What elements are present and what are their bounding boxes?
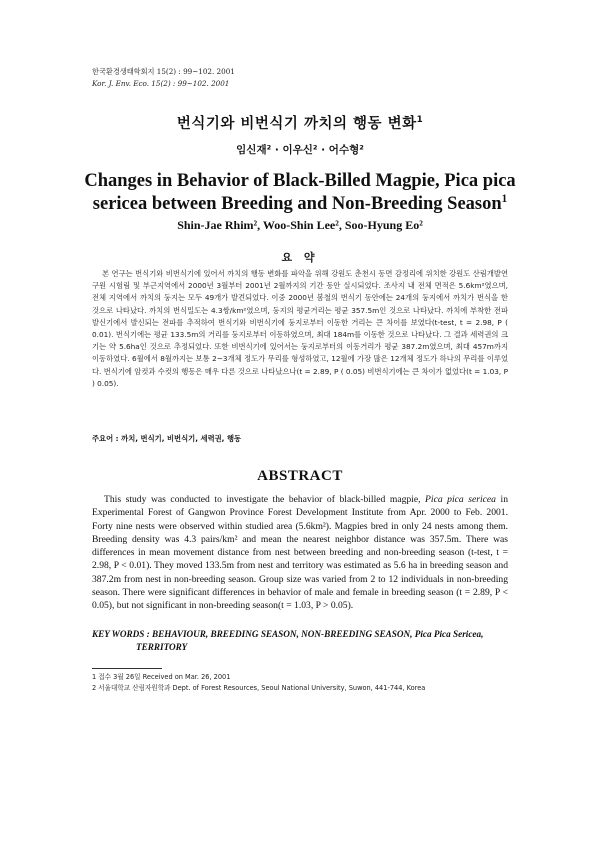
abstract-heading: ABSTRACT [257, 468, 343, 484]
footnote-2: 2 서울대학교 산림자원학과 Dept. of Forest Resources, Seoul National University, Suwon, 441-744, Korea [92, 684, 426, 692]
keywords-english: KEY WORDS : BEHAVIOUR, BREEDING SEASON, NON-BREEDING SEASON, Pica Pica Sericea, TERRITORY [92, 629, 484, 652]
keywords-korean: 주요어 : 까치, 번식기, 비번식기, 세력권, 행동 [92, 434, 242, 443]
authors-korean: 임신재² · 이우신² · 어수형² [236, 144, 364, 156]
summary-heading-korean: 요 약 [281, 251, 319, 264]
abstract-part-1: This study was conducted to investigate the behavior of black-billed magpie, [104, 494, 426, 505]
title-english-line-1: Changes in Behavior of Black-Billed Magpie, Pica pica [84, 171, 516, 191]
title-korean-text: 번식기와 비번식기 까치의 행동 변화 [176, 116, 417, 132]
abstract-english [92, 493, 508, 613]
authors-english: Shin-Jae Rhim², Woo-Shin Lee², Soo-Hyung Eo² [177, 218, 423, 232]
title-english [0, 170, 600, 216]
footnotes [92, 672, 508, 694]
footnote-divider [92, 668, 162, 669]
running-head-en: Kor. J. Env. Eco. 15(2) : 99~102. 2001 [92, 79, 230, 88]
summary-korean: 본 연구는 번식기와 비번식기에 있어서 까치의 행동 변화를 파악을 위해 강원도 춘천시 동면 감정리에 위치한 강원도 산림개발연구원 시험림 및 부근지역에서 2000년 3월부터 2001년 2월까지의 기간 동안 실시되었다. 조사지 내 전체 면적은 5.6km²였으며, 전체 지역에서 까치의 둥지는 모두 49개가 발견되었다. 이중 2000년 봄철의 번식기 동안에는 24개의 둥지에서 까치가 번식을 한 것으로 나타났다. 까치의 번식밀도는 4.3쌍/km²였으며, 둥지의 평균거리는 평균 357.5m인 것으로 나타났다. 까치에 부착한 전파발신기에서 발신되는 전파를 추적하여 번식기와 비번식기에 둥지로부터 이동한 거리는 큰 차이를 보였다(t-test, t = 2.98, P ( 0.01). 번식기에는 평균 133.5m의 거리를 둥지로부터 이동하였으며, 최대 184m를 이동한 것으로 나타났다. 그 결과 세력권의 크기는 약 5.6ha인 것으로 추정되었다. 또한 비번식기에 있어서는 둥지로부터의 이동거리가 평균 387.2m였으며, 최대 457m까지 이동하였다. 6월에서 8월까지는 보통 2~3개체 정도가 무리를 형성하였고, 12월에 가장 많은 12개체 정도가 하나의 무리를 이루었다. 번식기에 암컷과 수컷의 행동은 매우 다른 것으로 나타났으나(t = 2.89, P ( 0.05) 비번식기에는 큰 차이가 없었다(t = 1.03, P ) 0.05). [92, 269, 508, 388]
abstract-species-name: Pica pica sericea [425, 494, 496, 505]
title-english-footnote-mark: 1 [501, 192, 508, 205]
running-head [92, 66, 235, 90]
abstract-part-2: in Experimental Forest of Gangwon Province Forest Development Institute from Apr. 2000 to Feb. 2001. Forty nine nests were observed within studied area (5.6km²). Magpies bred in only 24 nests among them. Breeding density was 4.3 pairs/km² and mean the nearest neighbor distance was 357.5m. There was differences in mean movement distance from nest between breeding and non-breeding season (t-test, t = 2.98, P < 0.01). They moved 133.5m from nest and territory was estimated as 5.6 ha in breeding season and 387.2m from nest in non-breeding season. Group size was varied from 2 to 12 individuals in non-breeding season. There were significant differences in behavior of male and female in breeding season (t = 2.89, P < 0.05), but not significant in non-breeding season(t = 1.03, P > 0.05). [92, 494, 508, 612]
running-head-kr: 한국환경생태학회지 15(2) : 99~102. 2001 [92, 67, 235, 76]
title-korean-footnote-mark: 1 [416, 115, 424, 126]
footnote-1: 1 접수 3월 26일 Received on Mar. 26, 2001 [92, 673, 231, 681]
title-english-line-2: sericea between Breeding and Non-Breeding Season [92, 194, 502, 214]
title-korean [0, 112, 600, 133]
